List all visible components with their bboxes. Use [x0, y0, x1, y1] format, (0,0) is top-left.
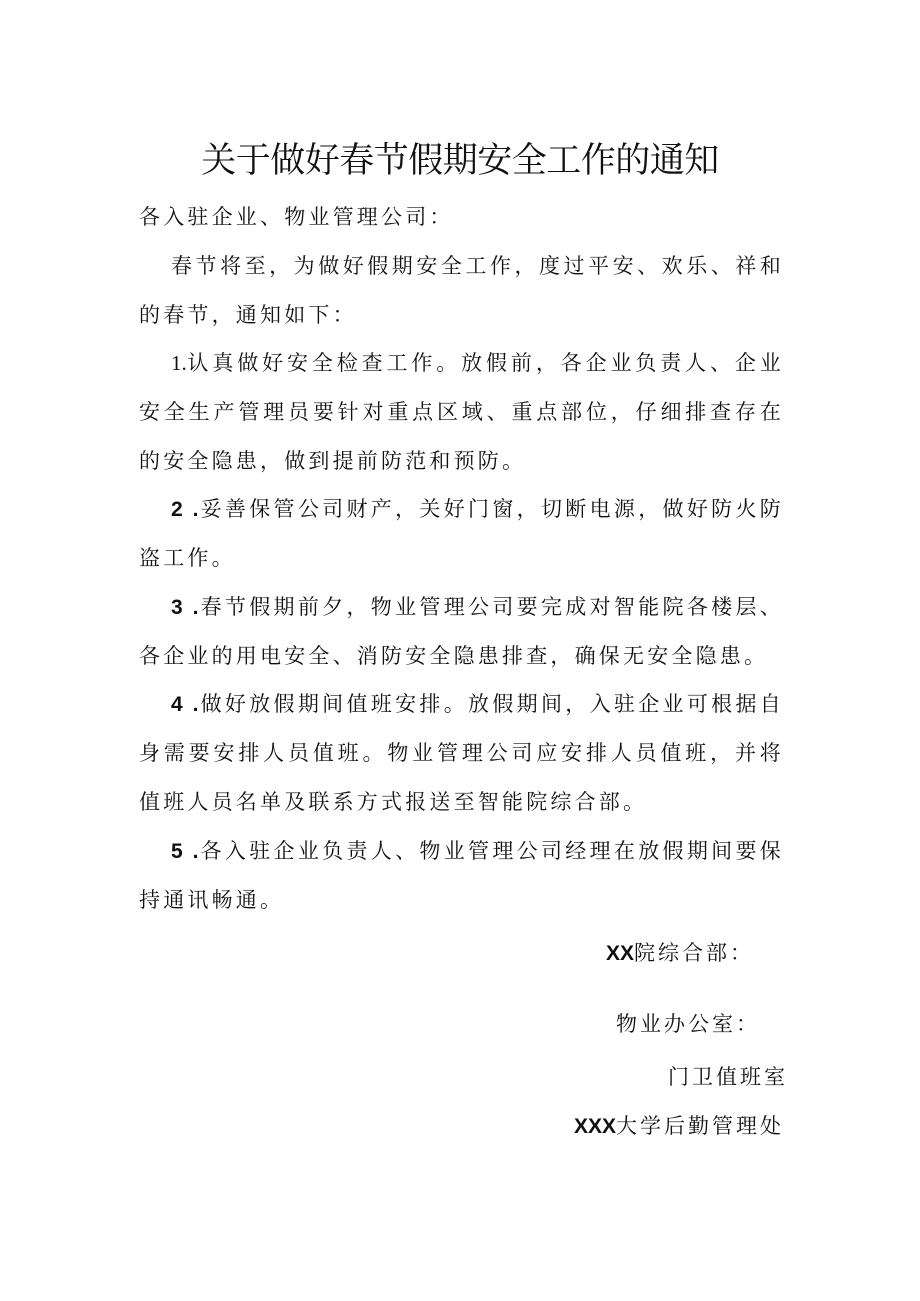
signature-property-office: 物业办公室： [616, 1012, 760, 1036]
list-item-number: 2 . [171, 498, 201, 521]
list-item-3 [139, 583, 784, 681]
list-item-text: 妥善保管公司财产，关好门窗，切断电源，做好防火防盗工作。 [139, 497, 784, 570]
list-item-2 [139, 485, 784, 583]
list-item-5 [139, 827, 784, 925]
intro-paragraph: 春节将至，为做好假期安全工作，度过平安、欢乐、祥和的春节，通知如下： [139, 254, 784, 327]
list-item-number: 4 . [171, 693, 201, 716]
list-item-number: 1. [171, 351, 187, 375]
list-item-4 [139, 680, 784, 827]
list-item-text: 春节假期前夕，物业管理公司要完成对智能院各楼层、各企业的用电安全、消防安全隐患排查，确保无安全隐患。 [139, 595, 784, 668]
signature-guard-room: 门卫值班室 [668, 1065, 788, 1089]
list-item-text: 做好放假期间值班安排。放假期间，入驻企业可根据自身需要安排人员值班。物业管理公司应安排人员值班，并将值班人员名单及联系方式报送至智能院综合部。 [139, 692, 784, 814]
list-item-number: 5 . [171, 840, 201, 863]
list-item-text: 各入驻企业负责人、物业管理公司经理在放假期间要保持通讯畅通。 [139, 839, 784, 912]
document-title: 关于做好春节假期安全工作的通知 [201, 141, 719, 181]
signature-department: XX院综合部： [606, 941, 755, 965]
list-item-1 [139, 339, 784, 486]
signature-university: XXX大学后勤管理处 [574, 1114, 785, 1138]
list-item-text: 认真做好安全检查工作。放假前，各企业负责人、企业安全生产管理员要针对重点区域、重点部位，仔细排查存在的安全隐患，做到提前防范和预防。 [139, 351, 784, 473]
list-item-number: 3 . [171, 596, 201, 619]
salutation: 各入驻企业、物业管理公司： [139, 205, 454, 229]
